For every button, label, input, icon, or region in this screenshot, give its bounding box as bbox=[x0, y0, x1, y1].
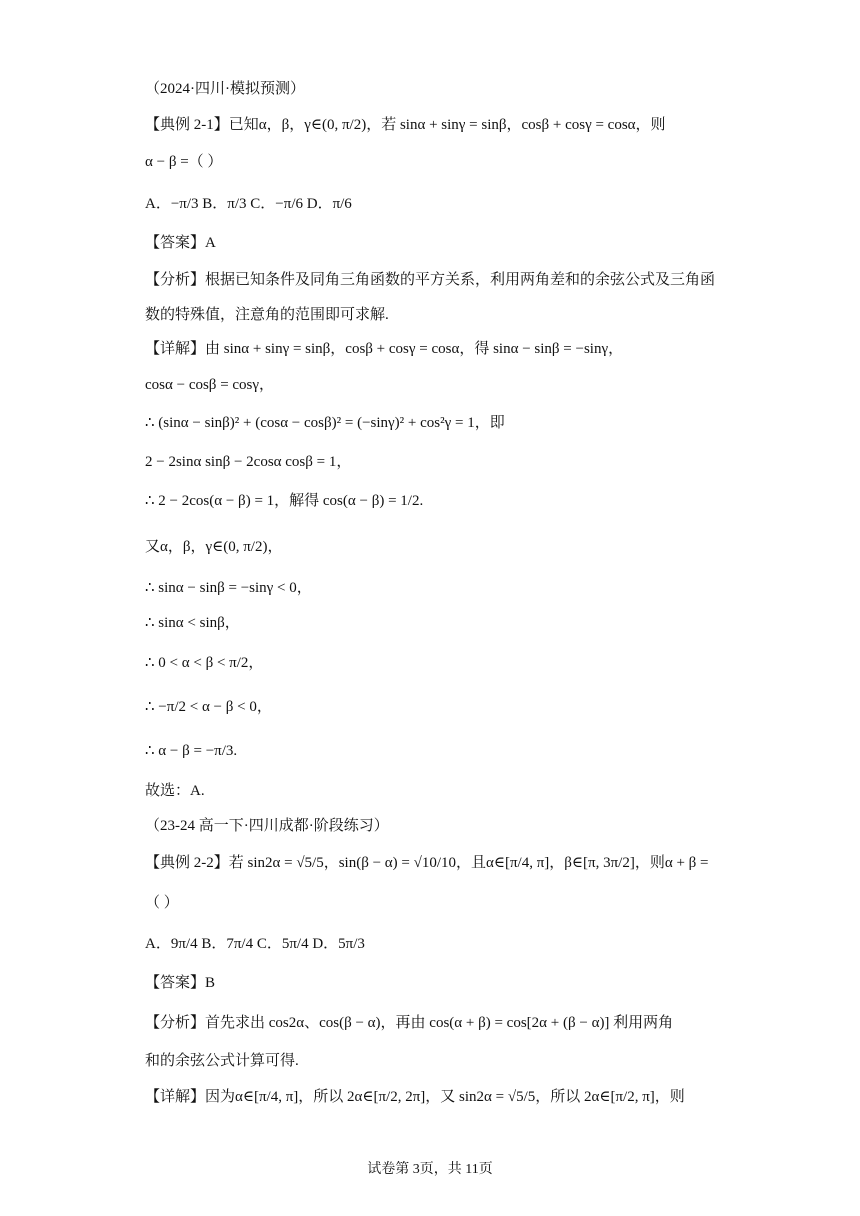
page-footer: 试卷第 3页，共 11页 bbox=[367, 1162, 493, 1177]
text-line: cosα − cosβ = cosγ， bbox=[145, 377, 275, 393]
text-line: 2 − 2sinα sinβ − 2cosα cosβ = 1， bbox=[145, 454, 352, 470]
text-line: 【详解】因为α∈[π/4, π]，所以 2α∈[π/2, 2π]，又 sin2α = √5/5，所以 2α∈[π/2, π]，则 bbox=[145, 1089, 685, 1105]
text-line: A．−π/3 B．π/3 C．−π/6 D．π/6 bbox=[145, 196, 352, 212]
text-line: ∴ 0 < α < β < π/2， bbox=[145, 655, 264, 671]
text-line: A．9π/4 B．7π/4 C．5π/4 D．5π/3 bbox=[145, 936, 365, 952]
text-line: 【典例 2-1】已知α，β，γ∈(0, π/2)，若 sinα + sinγ = sinβ，cosβ + cosγ = cosα，则 bbox=[145, 117, 666, 133]
text-line: ∴ sinα < sinβ， bbox=[145, 615, 240, 631]
text-line: 故选：A. bbox=[145, 783, 205, 799]
text-line: 【答案】A bbox=[145, 235, 216, 251]
text-line: （23-24 高一下·四川成都·阶段练习） bbox=[145, 818, 389, 834]
text-line: ∴ 2 − 2cos(α − β) = 1，解得 cos(α − β) = 1/2. bbox=[145, 493, 424, 509]
text-line: 【分析】根据已知条件及同角三角函数的平方关系，利用两角差和的余弦公式及三角函 bbox=[145, 272, 716, 288]
text-line: ∴ α − β = −π/3. bbox=[145, 743, 238, 759]
text-line: α − β =（ ） bbox=[145, 154, 223, 170]
text-line: ∴ sinα − sinβ = −sinγ < 0， bbox=[145, 580, 312, 596]
text-line: 又α，β，γ∈(0, π/2)， bbox=[145, 539, 283, 555]
text-line: 和的余弦公式计算可得. bbox=[145, 1053, 299, 1069]
text-line: 数的特殊值，注意角的范围即可求解. bbox=[145, 307, 389, 323]
text-line: 【答案】B bbox=[145, 975, 216, 991]
text-line: ∴ (sinα − sinβ)² + (cosα − cosβ)² = (−sinγ)² + cos²γ = 1，即 bbox=[145, 415, 505, 431]
text-line: ∴ −π/2 < α − β < 0， bbox=[145, 699, 272, 715]
text-line: 【详解】由 sinα + sinγ = sinβ，cosβ + cosγ = cosα，得 sinα − sinβ = −sinγ， bbox=[145, 341, 624, 357]
text-line: （2024·四川·模拟预测） bbox=[145, 81, 305, 97]
text-line: 【典例 2-2】若 sin2α = √5/5，sin(β − α) = √10/10，且α∈[π/4, π]，β∈[π, 3π/2]，则α + β = bbox=[145, 855, 709, 871]
text-line: （ ） bbox=[145, 895, 179, 911]
text-line: 【分析】首先求出 cos2α、cos(β − α)，再由 cos(α + β) = cos[2α + (β − α)] 利用两角 bbox=[145, 1015, 674, 1031]
